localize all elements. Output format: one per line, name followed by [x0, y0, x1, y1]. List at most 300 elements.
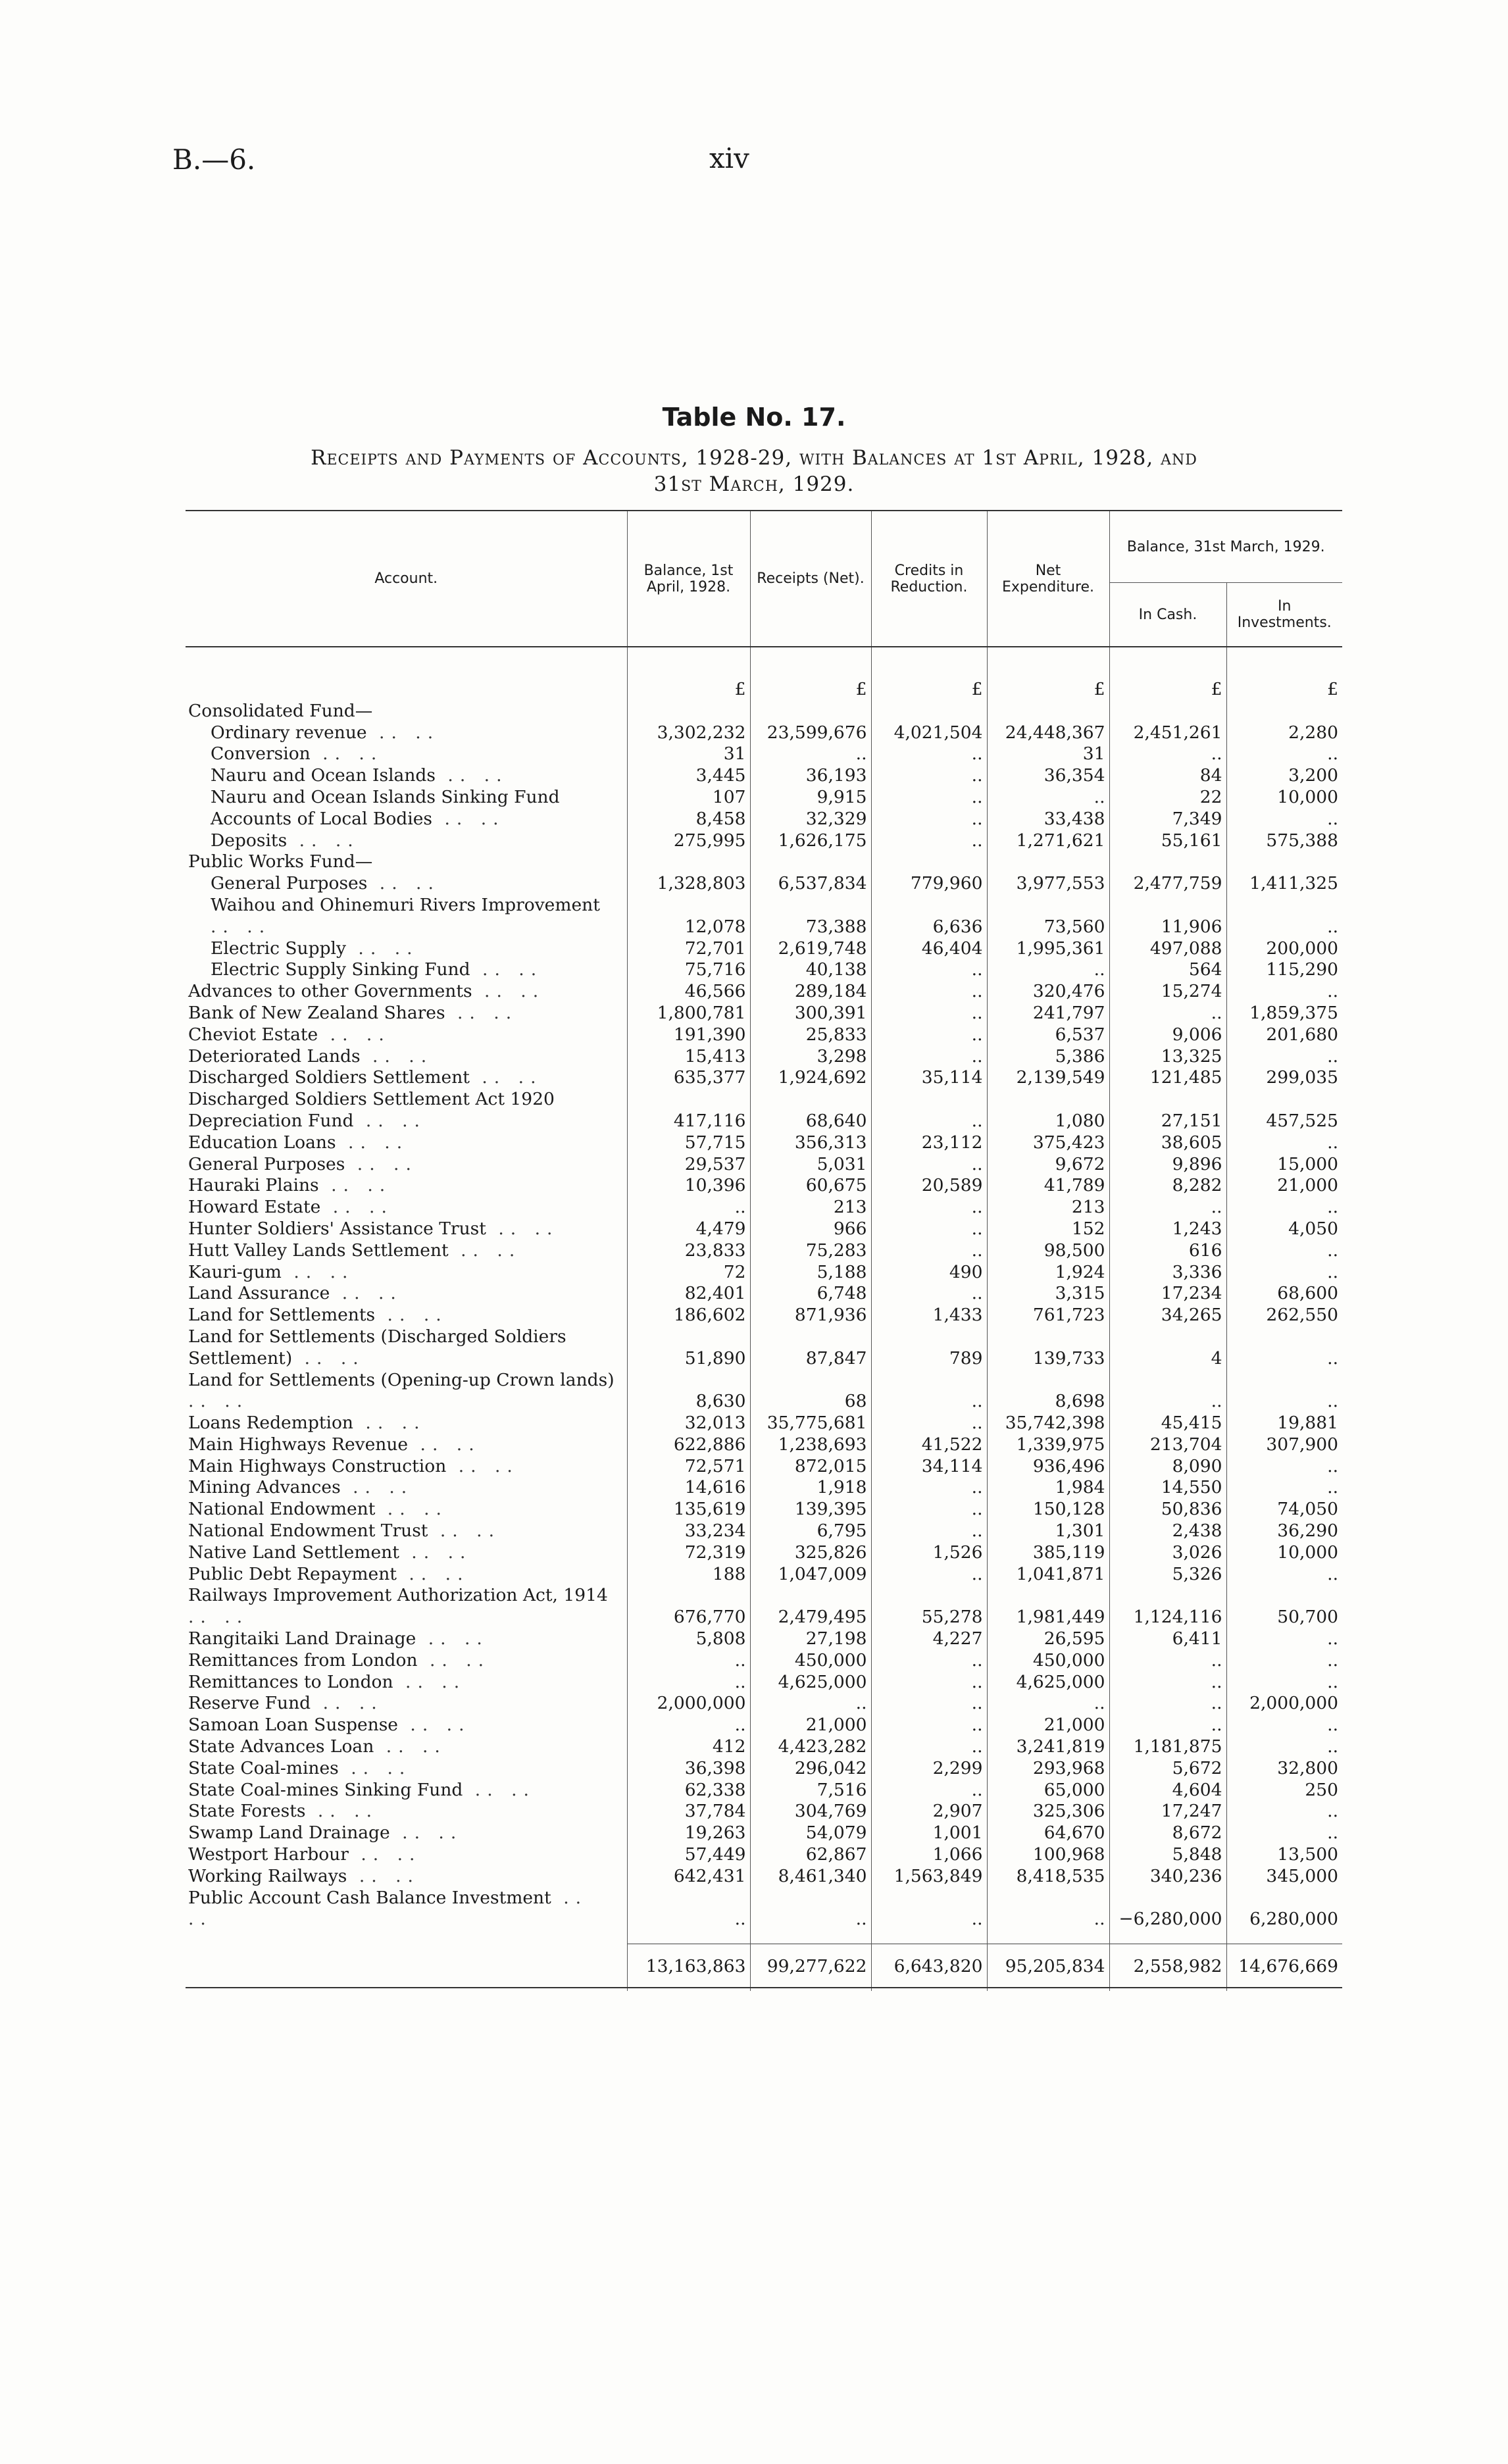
value-cell: 72,319	[627, 1542, 750, 1564]
account-name: Westport Harbour .. ..	[188, 1844, 422, 1865]
account-name: Land for Settlements (Discharged Soldiers Settlement) .. ..	[188, 1326, 566, 1369]
value-cell: 213	[750, 1197, 871, 1219]
value-cell: ..	[987, 787, 1109, 809]
leader-dots: .. ..	[408, 1434, 481, 1455]
leader-dots: .. ..	[416, 1628, 489, 1649]
value-cell: 320,476	[987, 981, 1109, 1003]
value-cell: 3,298	[750, 1046, 871, 1068]
value-cell: ..	[1226, 1197, 1342, 1219]
value-cell: 12,078	[627, 895, 750, 938]
value-cell: 1,563,849	[871, 1866, 987, 1888]
account-cell	[186, 1672, 627, 1694]
leader-dots: .. ..	[472, 981, 545, 1002]
account-cell	[186, 959, 627, 981]
table-row	[186, 1758, 1342, 1780]
account-cell	[186, 1564, 627, 1586]
table-row	[186, 809, 1342, 830]
value-cell: 121,485	[1109, 1067, 1226, 1089]
table-body	[186, 647, 1342, 1991]
currency-symbol: £	[1226, 679, 1342, 701]
table-row	[186, 1413, 1342, 1434]
value-cell: ..	[750, 743, 871, 765]
table-row	[186, 1542, 1342, 1564]
value-cell: ..	[1226, 981, 1342, 1003]
value-cell	[987, 701, 1109, 722]
account-name: Rangitaiki Land Drainage .. ..	[188, 1628, 489, 1649]
value-cell: 250	[1226, 1780, 1342, 1801]
value-cell: ..	[1109, 1693, 1226, 1715]
account-cell	[186, 1219, 627, 1240]
value-cell: 1,047,009	[750, 1564, 871, 1586]
leader-dots: .. ..	[375, 1305, 448, 1326]
value-cell: 375,423	[987, 1132, 1109, 1154]
value-cell: 7,516	[750, 1780, 871, 1801]
leader-dots: .. ..	[469, 1067, 543, 1088]
value-cell: 2,438	[1109, 1521, 1226, 1542]
account-name: General Purposes .. ..	[211, 873, 440, 894]
col-header-balance-open: Balance, 1st April, 1928.	[627, 511, 750, 647]
value-cell: 6,280,000	[1226, 1888, 1342, 1931]
account-name: Advances to other Governments .. ..	[188, 981, 545, 1002]
value-cell: 5,808	[627, 1628, 750, 1650]
value-cell: 19,881	[1226, 1413, 1342, 1434]
account-name: Electric Supply Sinking Fund .. ..	[211, 959, 543, 980]
value-cell: ..	[987, 1693, 1109, 1715]
value-cell: 412	[627, 1736, 750, 1758]
value-cell: 299,035	[1226, 1067, 1342, 1089]
value-cell: 262,550	[1226, 1305, 1342, 1326]
table-row	[186, 959, 1342, 981]
account-cell	[186, 1736, 627, 1758]
account-name: Swamp Land Drainage .. ..	[188, 1823, 463, 1844]
account-cell	[186, 830, 627, 852]
leader-dots: .. ..	[432, 808, 505, 829]
value-cell: 3,977,553	[987, 873, 1109, 895]
value-cell: 872,015	[750, 1456, 871, 1478]
value-cell: 1,339,975	[987, 1434, 1109, 1456]
value-cell: 622,886	[627, 1434, 750, 1456]
col-header-in-investments: In Investments.	[1226, 583, 1342, 647]
value-cell: 4,625,000	[987, 1672, 1109, 1694]
value-cell: 3,315	[987, 1283, 1109, 1305]
value-cell: ..	[1226, 1240, 1342, 1262]
account-name: Remittances to London .. ..	[188, 1671, 466, 1692]
account-cell	[186, 1715, 627, 1736]
value-cell: ..	[1226, 1326, 1342, 1370]
account-name: Working Railways .. ..	[188, 1865, 420, 1886]
account-cell	[186, 938, 627, 960]
value-cell: 72,701	[627, 938, 750, 960]
currency-symbol: £	[871, 679, 987, 701]
account-name: Remittances from London .. ..	[188, 1649, 491, 1671]
value-cell: 36,290	[1226, 1521, 1342, 1542]
account-name: Kauri-gum .. ..	[188, 1261, 355, 1282]
account-name: Ordinary revenue .. ..	[211, 722, 440, 743]
value-cell: 9,896	[1109, 1154, 1226, 1176]
value-cell: 8,090	[1109, 1456, 1226, 1478]
account-cell	[186, 1456, 627, 1478]
value-cell: 1,238,693	[750, 1434, 871, 1456]
value-cell: 4,021,504	[871, 722, 987, 744]
value-cell: ..	[987, 959, 1109, 981]
value-cell: 188	[627, 1564, 750, 1586]
col-header-balance-close: Balance, 31st March, 1929.	[1109, 511, 1342, 583]
value-cell: 2,299	[871, 1758, 987, 1780]
value-cell: 4,604	[1109, 1780, 1226, 1801]
account-cell	[186, 1521, 627, 1542]
leader-dots: .. ..	[347, 1865, 420, 1886]
value-cell: 10,000	[1226, 787, 1342, 809]
col-header-in-cash: In Cash.	[1109, 583, 1226, 647]
value-cell: 74,050	[1226, 1499, 1342, 1521]
value-cell: 54,079	[750, 1823, 871, 1844]
value-cell: 1,124,116	[1109, 1585, 1226, 1628]
value-cell: 31	[987, 743, 1109, 765]
value-cell: 1,301	[987, 1521, 1109, 1542]
value-cell: 139,733	[987, 1326, 1109, 1370]
value-cell: 65,000	[987, 1780, 1109, 1801]
table-row	[186, 1499, 1342, 1521]
value-cell: 17,247	[1109, 1801, 1226, 1823]
value-cell: ..	[871, 787, 987, 809]
account-name: Education Loans .. ..	[188, 1132, 409, 1153]
value-cell: 139,395	[750, 1499, 871, 1521]
account-name: Main Highways Revenue .. ..	[188, 1434, 481, 1455]
value-cell: ..	[627, 1197, 750, 1219]
value-cell	[1226, 701, 1342, 722]
leader-dots: .. ..	[340, 1477, 414, 1498]
table-row	[186, 1326, 1342, 1370]
table-row	[186, 1801, 1342, 1823]
table-row	[186, 1305, 1342, 1326]
account-cell	[186, 1542, 627, 1564]
value-cell: 457,525	[1226, 1089, 1342, 1132]
value-cell: 450,000	[750, 1650, 871, 1672]
value-cell: 490	[871, 1262, 987, 1284]
value-cell: 36,193	[750, 765, 871, 787]
value-cell: 87,847	[750, 1326, 871, 1370]
value-cell: ..	[750, 1888, 871, 1931]
account-cell	[186, 1262, 627, 1284]
value-cell: ..	[1226, 1715, 1342, 1736]
value-cell: 55,161	[1109, 830, 1226, 852]
value-cell: 201,680	[1226, 1024, 1342, 1046]
currency-symbol: £	[987, 679, 1109, 701]
account-cell	[186, 809, 627, 830]
value-cell: 73,388	[750, 895, 871, 938]
value-cell: ..	[1226, 1564, 1342, 1586]
total-cell: 13,163,863	[627, 1944, 750, 1987]
value-cell: ..	[871, 1672, 987, 1694]
table-row	[186, 938, 1342, 960]
value-cell: 325,306	[987, 1801, 1109, 1823]
account-name: State Coal-mines .. ..	[188, 1757, 412, 1778]
total-cell: 99,277,622	[750, 1944, 871, 1987]
value-cell: ..	[1226, 1736, 1342, 1758]
value-cell: 6,537,834	[750, 873, 871, 895]
value-cell: 575,388	[1226, 830, 1342, 852]
table-header	[186, 511, 1342, 647]
table-row	[186, 1283, 1342, 1305]
page-reference: B.—6.	[172, 143, 256, 176]
value-cell: 7,349	[1109, 809, 1226, 830]
value-cell: 21,000	[987, 1715, 1109, 1736]
account-cell	[186, 1370, 627, 1413]
value-cell: ..	[871, 1780, 987, 1801]
value-cell: 8,282	[1109, 1175, 1226, 1197]
value-cell: 6,537	[987, 1024, 1109, 1046]
value-cell	[750, 851, 871, 873]
table-row	[186, 1175, 1342, 1197]
value-cell: 1,411,325	[1226, 873, 1342, 895]
value-cell: 5,188	[750, 1262, 871, 1284]
leader-dots: .. ..	[374, 1736, 447, 1757]
value-cell: ..	[1226, 743, 1342, 765]
leader-dots: .. ..	[397, 1715, 471, 1736]
value-cell: 779,960	[871, 873, 987, 895]
account-cell	[186, 1154, 627, 1176]
value-cell: 450,000	[987, 1650, 1109, 1672]
value-cell: 33,438	[987, 809, 1109, 830]
value-cell: 6,636	[871, 895, 987, 938]
table-row	[186, 830, 1342, 852]
value-cell: 2,477,759	[1109, 873, 1226, 895]
value-cell: ..	[871, 765, 987, 787]
value-cell: 616	[1109, 1240, 1226, 1262]
value-cell: 21,000	[1226, 1175, 1342, 1197]
value-cell: ..	[1226, 1456, 1342, 1478]
value-cell: 13,325	[1109, 1046, 1226, 1068]
leader-dots: .. ..	[396, 1563, 470, 1584]
leader-dots: .. ..	[366, 722, 440, 743]
leader-dots: .. ..	[428, 1521, 501, 1542]
leader-dots: .. ..	[399, 1542, 472, 1563]
value-cell: 41,522	[871, 1434, 987, 1456]
account-cell	[186, 1003, 627, 1024]
leader-dots: .. ..	[390, 1823, 463, 1844]
value-cell: 1,859,375	[1226, 1003, 1342, 1024]
value-cell: 21,000	[750, 1715, 871, 1736]
table-row	[186, 743, 1342, 765]
value-cell: 4	[1109, 1326, 1226, 1370]
value-cell: 2,479,495	[750, 1585, 871, 1628]
value-cell: 6,411	[1109, 1628, 1226, 1650]
account-name: Discharged Soldiers Settlement .. ..	[188, 1067, 543, 1088]
value-cell: 107	[627, 787, 750, 809]
value-cell: 2,000,000	[627, 1693, 750, 1715]
table-row	[186, 1219, 1342, 1240]
value-cell: 345,000	[1226, 1866, 1342, 1888]
table-row	[186, 1262, 1342, 1284]
value-cell: ..	[871, 1499, 987, 1521]
value-cell: 68	[750, 1370, 871, 1413]
value-cell: ..	[871, 1089, 987, 1132]
value-cell: 676,770	[627, 1585, 750, 1628]
account-name: Nauru and Ocean Islands Sinking Fund	[211, 786, 560, 807]
leader-dots: .. ..	[348, 1844, 422, 1865]
value-cell: 2,907	[871, 1801, 987, 1823]
account-name: Hutt Valley Lands Settlement .. ..	[188, 1240, 522, 1261]
account-cell	[186, 1888, 627, 1931]
account-cell	[186, 851, 627, 873]
value-cell: 45,415	[1109, 1413, 1226, 1434]
value-cell: 23,112	[871, 1132, 987, 1154]
value-cell: 32,329	[750, 809, 871, 830]
account-name: Howard Estate .. ..	[188, 1197, 393, 1218]
value-cell: ..	[1109, 1197, 1226, 1219]
value-cell: ..	[1109, 1650, 1226, 1672]
total-cell: 2,558,982	[1109, 1944, 1226, 1987]
value-cell: ..	[1226, 895, 1342, 938]
account-name: Public Works Fund—	[188, 851, 373, 872]
leader-dots: .. ..	[445, 1002, 518, 1023]
table-row	[186, 851, 1342, 873]
account-cell	[186, 722, 627, 744]
value-cell: 1,066	[871, 1844, 987, 1866]
account-cell	[186, 1326, 627, 1370]
value-cell: 9,672	[987, 1154, 1109, 1176]
value-cell: 1,924	[987, 1262, 1109, 1284]
value-cell: 40,138	[750, 959, 871, 981]
value-cell: 36,398	[627, 1758, 750, 1780]
value-cell: 6,795	[750, 1521, 871, 1542]
col-header-credits: Credits in Reduction.	[871, 511, 987, 647]
value-cell: ..	[871, 1219, 987, 1240]
value-cell: ..	[1226, 1132, 1342, 1154]
table-row	[186, 701, 1342, 722]
account-name: National Endowment Trust .. ..	[188, 1521, 501, 1542]
account-name: Hauraki Plains .. ..	[188, 1175, 392, 1196]
leader-dots: .. ..	[188, 1887, 588, 1930]
value-cell: 3,336	[1109, 1262, 1226, 1284]
account-name: Nauru and Ocean Islands .. ..	[211, 765, 509, 786]
value-cell: 307,900	[1226, 1434, 1342, 1456]
account-name: Reserve Fund .. ..	[188, 1693, 384, 1714]
value-cell	[987, 851, 1109, 873]
value-cell: 72,571	[627, 1456, 750, 1478]
account-name: Bank of New Zealand Shares .. ..	[188, 1002, 518, 1023]
value-cell: 5,031	[750, 1154, 871, 1176]
value-cell: 1,626,175	[750, 830, 871, 852]
table-row	[186, 1521, 1342, 1542]
value-cell: 1,995,361	[987, 938, 1109, 960]
value-cell: 68,640	[750, 1089, 871, 1132]
account-cell	[186, 1067, 627, 1089]
value-cell: 32,013	[627, 1413, 750, 1434]
col-header-net-expenditure: Net Expenditure.	[987, 511, 1109, 647]
table-row	[186, 1370, 1342, 1413]
value-cell: 32,800	[1226, 1758, 1342, 1780]
value-cell: 4,625,000	[750, 1672, 871, 1694]
value-cell: 8,418,535	[987, 1866, 1109, 1888]
account-cell	[186, 1197, 627, 1219]
table-row	[186, 1003, 1342, 1024]
value-cell: 1,271,621	[987, 830, 1109, 852]
value-cell: 2,280	[1226, 722, 1342, 744]
value-cell: 10,000	[1226, 1542, 1342, 1564]
leader-dots: .. ..	[281, 1261, 355, 1282]
table-row	[186, 1046, 1342, 1068]
total-cell: 14,676,669	[1226, 1944, 1342, 1987]
account-name: Deposits .. ..	[211, 830, 360, 851]
table-row	[186, 873, 1342, 895]
value-cell: −6,280,000	[1109, 1888, 1226, 1931]
accounts-table	[186, 510, 1342, 1991]
value-cell: 275,995	[627, 830, 750, 852]
value-cell: 15,413	[627, 1046, 750, 1068]
account-cell	[186, 1046, 627, 1068]
table-row	[186, 1564, 1342, 1586]
account-cell	[186, 1780, 627, 1801]
table-title: Table No. 17.	[662, 403, 846, 432]
value-cell: ..	[871, 1283, 987, 1305]
value-cell: 1,181,875	[1109, 1736, 1226, 1758]
value-cell: ..	[871, 1154, 987, 1176]
table-row	[186, 1456, 1342, 1478]
table-row	[186, 1240, 1342, 1262]
value-cell: 497,088	[1109, 938, 1226, 960]
account-name: State Advances Loan .. ..	[188, 1736, 447, 1757]
account-name: General Purposes .. ..	[188, 1153, 418, 1174]
table-row	[186, 1197, 1342, 1219]
account-cell	[186, 1585, 627, 1628]
table-heading-line-2: 31st March, 1929.	[653, 472, 855, 496]
leader-dots: .. ..	[417, 1649, 491, 1671]
value-cell: 761,723	[987, 1305, 1109, 1326]
value-cell: 635,377	[627, 1067, 750, 1089]
leader-dots: .. ..	[375, 1499, 448, 1520]
value-cell	[1226, 851, 1342, 873]
value-cell: 5,386	[987, 1046, 1109, 1068]
table-row	[186, 1715, 1342, 1736]
leader-dots: .. ..	[346, 938, 419, 959]
value-cell: 75,283	[750, 1240, 871, 1262]
leader-dots: .. ..	[188, 1607, 249, 1628]
leader-dots: .. ..	[310, 743, 384, 765]
value-cell: 1,981,449	[987, 1585, 1109, 1628]
value-cell: 34,265	[1109, 1305, 1226, 1326]
leader-dots: .. ..	[353, 1110, 426, 1131]
leader-dots: .. ..	[353, 1413, 426, 1434]
value-cell: 98,500	[987, 1240, 1109, 1262]
value-cell: ..	[1109, 743, 1226, 765]
total-cell: 95,205,834	[987, 1944, 1109, 1987]
value-cell: 3,241,819	[987, 1736, 1109, 1758]
value-cell: 62,867	[750, 1844, 871, 1866]
table-row	[186, 1089, 1342, 1132]
value-cell: 100,968	[987, 1844, 1109, 1866]
table-row	[186, 722, 1342, 744]
account-cell	[186, 1089, 627, 1132]
value-cell: 17,234	[1109, 1283, 1226, 1305]
value-cell: ..	[871, 743, 987, 765]
table-row	[186, 1844, 1342, 1866]
value-cell: 62,338	[627, 1780, 750, 1801]
leader-dots: .. ..	[463, 1779, 536, 1800]
account-cell	[186, 1628, 627, 1650]
value-cell: ..	[1226, 1628, 1342, 1650]
value-cell: ..	[871, 1197, 987, 1219]
value-cell: 22	[1109, 787, 1226, 809]
value-cell: 57,715	[627, 1132, 750, 1154]
value-cell: 966	[750, 1219, 871, 1240]
leader-dots: .. ..	[486, 1218, 559, 1239]
value-cell: ..	[1226, 1823, 1342, 1844]
value-cell	[871, 851, 987, 873]
value-cell: 35,114	[871, 1067, 987, 1089]
value-cell: ..	[871, 1715, 987, 1736]
account-name: Land Assurance .. ..	[188, 1283, 403, 1304]
